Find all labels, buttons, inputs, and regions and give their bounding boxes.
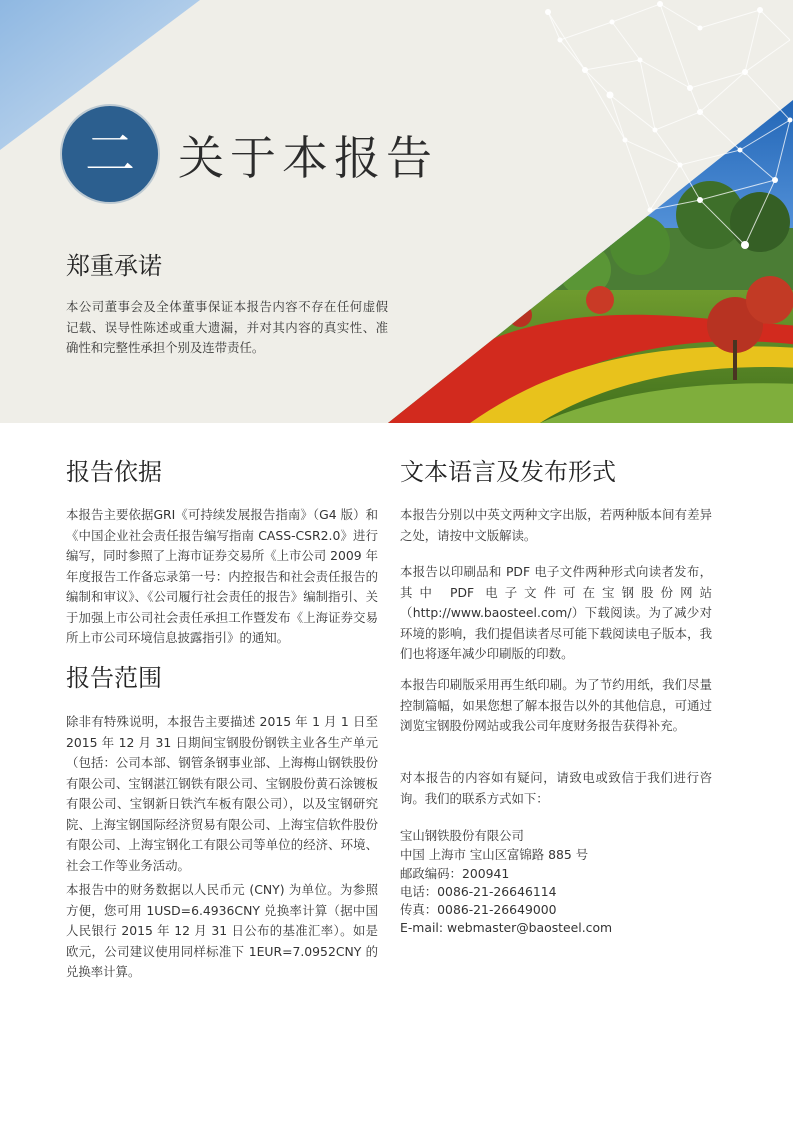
- header-band: [0, 0, 793, 423]
- chapter-title: 关于本报告: [178, 131, 438, 185]
- scope-heading: 报告范围: [66, 664, 162, 692]
- basis-heading: 报告依据: [66, 458, 162, 486]
- commitment-text: 本公司董事会及全体董事保证本报告内容不存在任何虚假记载、误导性陈述或重大遗漏，并对其内容的真实性、准确性和完整性承担个别及连带责任。: [66, 299, 388, 355]
- language-text-1: 本报告分别以中英文两种文字出版，若两种版本间有差异之处，请按中文版解读。: [400, 507, 712, 543]
- language-text-2: 本报告以印刷品和 PDF 电子文件两种形式向读者发布，其中 PDF 电子文件可在宝钢股份网站（http://www.baosteel.com/）下载阅读。为了减少对环境的影响，我们提倡读者尽可能下载阅读电子版本，我们也将逐年减少印刷版的印数。: [400, 564, 712, 661]
- scope-text-1: 除非有特殊说明，本报告主要描述 2015 年 1 月 1 日至 2015 年 12 月 31 日期间宝钢股份钢铁主业各生产单元（包括：公司本部、钢管条钢事业部、上海梅山钢铁股份有限公司、宝钢湛江钢铁有限公司、宝钢股份黄石涂镀板有限公司、宝钢新日铁汽车板有限公司），以及宝钢研究院、上海宝钢国际经济贸易有限公司、上海宝信软件股份有限公司、上海宝钢化工有限公司等单位的经济、环境、社会工作等业务活动。: [66, 714, 378, 873]
- chapter-number: 二: [85, 125, 135, 183]
- contact-address: 中国 上海市 宝山区富锦路 885 号: [400, 847, 589, 862]
- basis-text: 本报告主要依据GRI《可持续发展报告指南》（G4 版）和《中国企业社会责任报告编写指南 CASS-CSR2.0》进行编写，同时参照了上海市证券交易所《上市公司 2009 年年度报告工作备忘录第一号：内控报告和社会责任报告的编制和审议》、《公司履行社会责任的报告》编制指引、关于加强上市公司社会责任承担工作暨发布《上海证券交易所上市公司环境信息披露指引》的通知。: [66, 507, 379, 645]
- language-heading: 文本语言及发布形式: [400, 458, 616, 486]
- garden-photo: [380, 90, 793, 423]
- language-text-3: 本报告印刷版采用再生纸印刷。为了节约用纸，我们尽量控制篇幅，如果您想了解本报告以外的其他信息，可通过浏览宝钢股份网站或我公司年度财务报告获得补充。: [400, 677, 712, 733]
- language-text-4: 对本报告的内容如有疑问，请致电或致信于我们进行咨询。我们的联系方式如下：: [400, 770, 712, 806]
- contact-email[interactable]: E-mail: webmaster@baosteel.com: [400, 920, 613, 935]
- contact-fax: 传真：0086-21-26649000: [400, 902, 557, 917]
- contact-postcode: 邮政编码：200941: [400, 866, 510, 881]
- contact-company: 宝山钢铁股份有限公司: [400, 828, 524, 843]
- commitment-heading: 郑重承诺: [66, 252, 162, 280]
- scope-text-2: 本报告中的财务数据以人民币元 (CNY) 为单位。为参照方便，您可用 1USD=6.4936CNY 兑换率计算（据中国人民银行 2015 年 12 月 31 日公布的基准汇率）。如是欧元，公司建议使用同样标准下 1EUR=7.0952CNY 的兑换率计算。: [66, 882, 378, 979]
- chapter-number-badge: [62, 106, 158, 202]
- contact-phone: 电话：0086-21-26646114: [400, 884, 557, 899]
- header-illustration: [0, 0, 793, 423]
